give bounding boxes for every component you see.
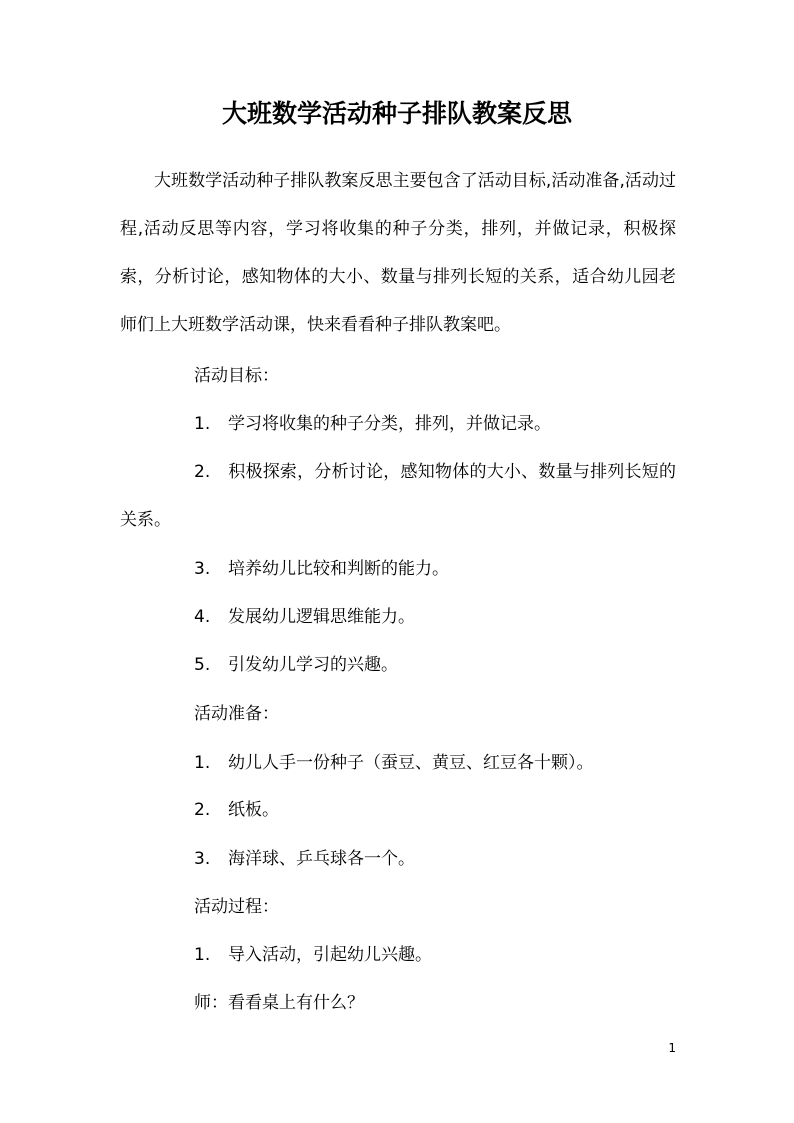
process-heading: 活动过程： [194, 897, 279, 917]
goal-item-text: 积极探索，分析讨论，感知物体的大小、数量与排列长短的关系。 [120, 462, 676, 530]
prep-item-number: 2. [194, 800, 211, 820]
goal-item-3 [194, 557, 676, 581]
goal-item-4 [194, 605, 676, 629]
goal-item-text: 引发幼儿学习的兴趣。 [228, 655, 398, 675]
prep-item-1 [194, 751, 676, 775]
goal-item-text: 培养幼儿比较和判断的能力。 [228, 559, 449, 579]
prep-heading: 活动准备： [194, 704, 279, 724]
goal-item-2 [120, 448, 676, 544]
goal-item-number: 5. [194, 655, 211, 675]
page-title: 大班数学活动种子排队教案反思 [221, 99, 572, 128]
page-number: 1 [668, 1041, 676, 1055]
prep-item-number: 3. [194, 849, 211, 869]
intro-paragraph: 大班数学活动种子排队教案反思主要包含了活动目标,活动准备,活动过程,活动反思等内容，学习将收集的种子分类，排列，并做记录，积极探索，分析讨论，感知物体的大小、数量与排列长短的关系，适合幼儿园老师们上大班数学活动课，快来看看种子排队教案吧。 [120, 171, 676, 335]
goal-item-number: 2. [194, 462, 211, 482]
goal-item-text: 学习将收集的种子分类，排列，并做记录。 [228, 414, 551, 434]
prep-item-text: 幼儿人手一份种子（蚕豆、黄豆、红豆各十颗）。 [228, 753, 594, 773]
process-item-number: 1. [194, 945, 211, 965]
goal-item-text: 发展幼儿逻辑思维能力。 [228, 607, 415, 627]
dialogue-line: 师：看看桌上有什么？ [194, 993, 364, 1013]
goal-item-5 [194, 653, 676, 677]
goal-item-number: 3. [194, 559, 211, 579]
goal-item-number: 4. [194, 607, 211, 627]
prep-item-text: 海洋球、乒乓球各一个。 [228, 849, 415, 869]
goals-heading: 活动目标： [194, 366, 279, 386]
prep-item-3 [194, 847, 676, 871]
goal-item-1 [194, 412, 676, 436]
process-item-1 [194, 943, 676, 967]
prep-item-number: 1. [194, 753, 211, 773]
prep-item-2 [194, 798, 676, 822]
goal-item-number: 1. [194, 414, 211, 434]
process-item-text: 导入活动，引起幼儿兴趣。 [228, 945, 432, 965]
prep-item-text: 纸板。 [228, 800, 279, 820]
